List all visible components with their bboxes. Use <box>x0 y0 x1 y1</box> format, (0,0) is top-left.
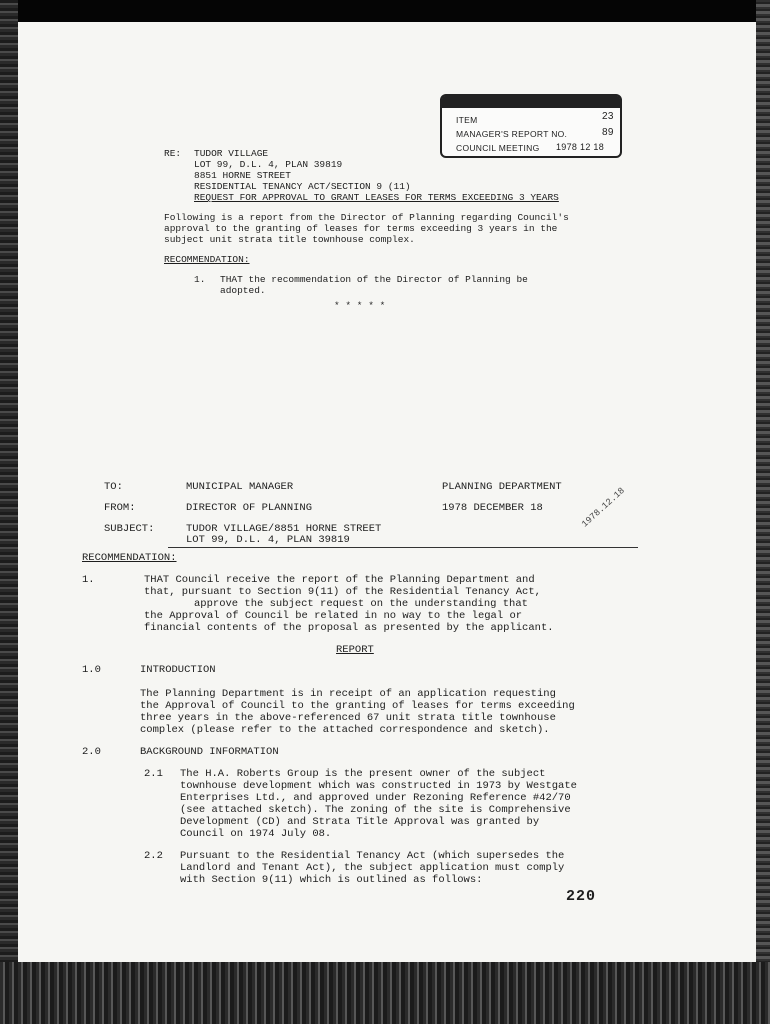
section-number: 1.0 <box>82 664 101 676</box>
page-number: 220 <box>566 888 597 905</box>
report-label: MANAGER'S REPORT NO. <box>456 129 568 139</box>
section-number: 2.0 <box>82 746 101 758</box>
item-box <box>440 94 622 158</box>
memo-from-value: DIRECTOR OF PLANNING <box>186 502 313 514</box>
memo-to-label: TO: <box>104 481 123 493</box>
document-page <box>18 22 756 962</box>
scan-top-border <box>0 0 770 22</box>
recommendation-line: financial contents of the proposal as presented by the applicant. <box>144 622 554 634</box>
subsection-line: Enterprises Ltd., and approved under Rezoning Reference #42/70 <box>180 792 571 804</box>
subsection-line: townhouse development which was constructed in 1973 by Westgate <box>180 780 577 792</box>
recommendation-number: 1. <box>82 574 95 586</box>
item-box-header-bar <box>442 96 620 108</box>
subsection-number: 2.1 <box>144 768 163 780</box>
memo-department: PLANNING DEPARTMENT <box>442 481 562 493</box>
scan-bottom-border <box>0 962 770 1024</box>
re-line: LOT 99, D.L. 4, PLAN 39819 <box>194 159 343 170</box>
subsection-number: 2.2 <box>144 850 163 862</box>
report-heading: REPORT <box>336 644 374 656</box>
section-title: INTRODUCTION <box>140 664 216 676</box>
recommendation-line: that, pursuant to Section 9(11) of the Residential Tenancy Act, <box>144 586 541 598</box>
intro-line: Following is a report from the Director of Planning regarding Council's <box>164 212 569 223</box>
re-line-underlined: REQUEST FOR APPROVAL TO GRANT LEASES FOR TERMS EXCEEDING 3 YEARS <box>194 192 559 203</box>
meeting-value: 1978 12 18 <box>556 142 605 152</box>
memo-header-rule <box>168 547 638 548</box>
recommendation-line: the Approval of Council be related in no way to the legal or <box>144 610 523 622</box>
scan-right-border <box>756 0 770 1024</box>
re-line: TUDOR VILLAGE <box>194 148 269 159</box>
recommendation-heading: RECOMMENDATION: <box>82 552 177 564</box>
subsection-line: (see attached sketch). The zoning of the site is Comprehensive <box>180 804 571 816</box>
item-value: 23 <box>602 111 614 122</box>
subsection-line: Landlord and Tenant Act), the subject application must comply <box>180 862 565 874</box>
recommendation-line: THAT the recommendation of the Director of Planning be <box>220 274 528 285</box>
memo-subject-label: SUBJECT: <box>104 523 155 535</box>
intro-line: approval to the granting of leases for terms exceeding 3 years in the <box>164 223 558 234</box>
subsection-line: Pursuant to the Residential Tenancy Act (which supersedes the <box>180 850 565 862</box>
report-value: 89 <box>602 127 614 138</box>
section-title: BACKGROUND INFORMATION <box>140 746 279 758</box>
subsection-line: Council on 1974 July 08. <box>180 828 332 840</box>
memo-from-label: FROM: <box>104 502 136 514</box>
memo-date: 1978 DECEMBER 18 <box>442 502 543 514</box>
subsection-line: with Section 9(11) which is outlined as follows: <box>180 874 483 886</box>
date-stamp: 1978.12.18 <box>580 485 627 530</box>
meeting-label: COUNCIL MEETING <box>456 143 540 153</box>
recommendation-line: adopted. <box>220 285 266 296</box>
re-label: RE: <box>164 148 182 159</box>
re-line: RESIDENTIAL TENANCY ACT/SECTION 9 (11) <box>194 181 411 192</box>
recommendation-line: approve the subject request on the understanding that <box>194 598 528 610</box>
re-line: 8851 HORNE STREET <box>194 170 291 181</box>
intro-line: subject unit strata title townhouse complex. <box>164 234 415 245</box>
subsection-line: The H.A. Roberts Group is the present owner of the subject <box>180 768 546 780</box>
section-line: The Planning Department is in receipt of an application requesting <box>140 688 556 700</box>
section-line: three years in the above-referenced 67 unit strata title townhouse <box>140 712 556 724</box>
subsection-line: Development (CD) and Strata Title Approval was granted by <box>180 816 540 828</box>
recommendation-number: 1. <box>194 274 206 285</box>
section-line: the Approval of Council to the granting of leases for terms exceeding <box>140 700 575 712</box>
memo-subject-line: TUDOR VILLAGE/8851 HORNE STREET <box>186 523 382 535</box>
recommendation-line: THAT Council receive the report of the Planning Department and <box>144 574 535 586</box>
recommendation-heading: RECOMMENDATION: <box>164 254 250 265</box>
scan-left-border <box>0 0 18 1024</box>
separator-stars: * * * * * <box>334 300 386 311</box>
section-line: complex (please refer to the attached correspondence and sketch). <box>140 724 550 736</box>
item-label: ITEM <box>456 115 478 125</box>
memo-subject-line: LOT 99, D.L. 4, PLAN 39819 <box>186 534 350 546</box>
memo-to-value: MUNICIPAL MANAGER <box>186 481 294 493</box>
